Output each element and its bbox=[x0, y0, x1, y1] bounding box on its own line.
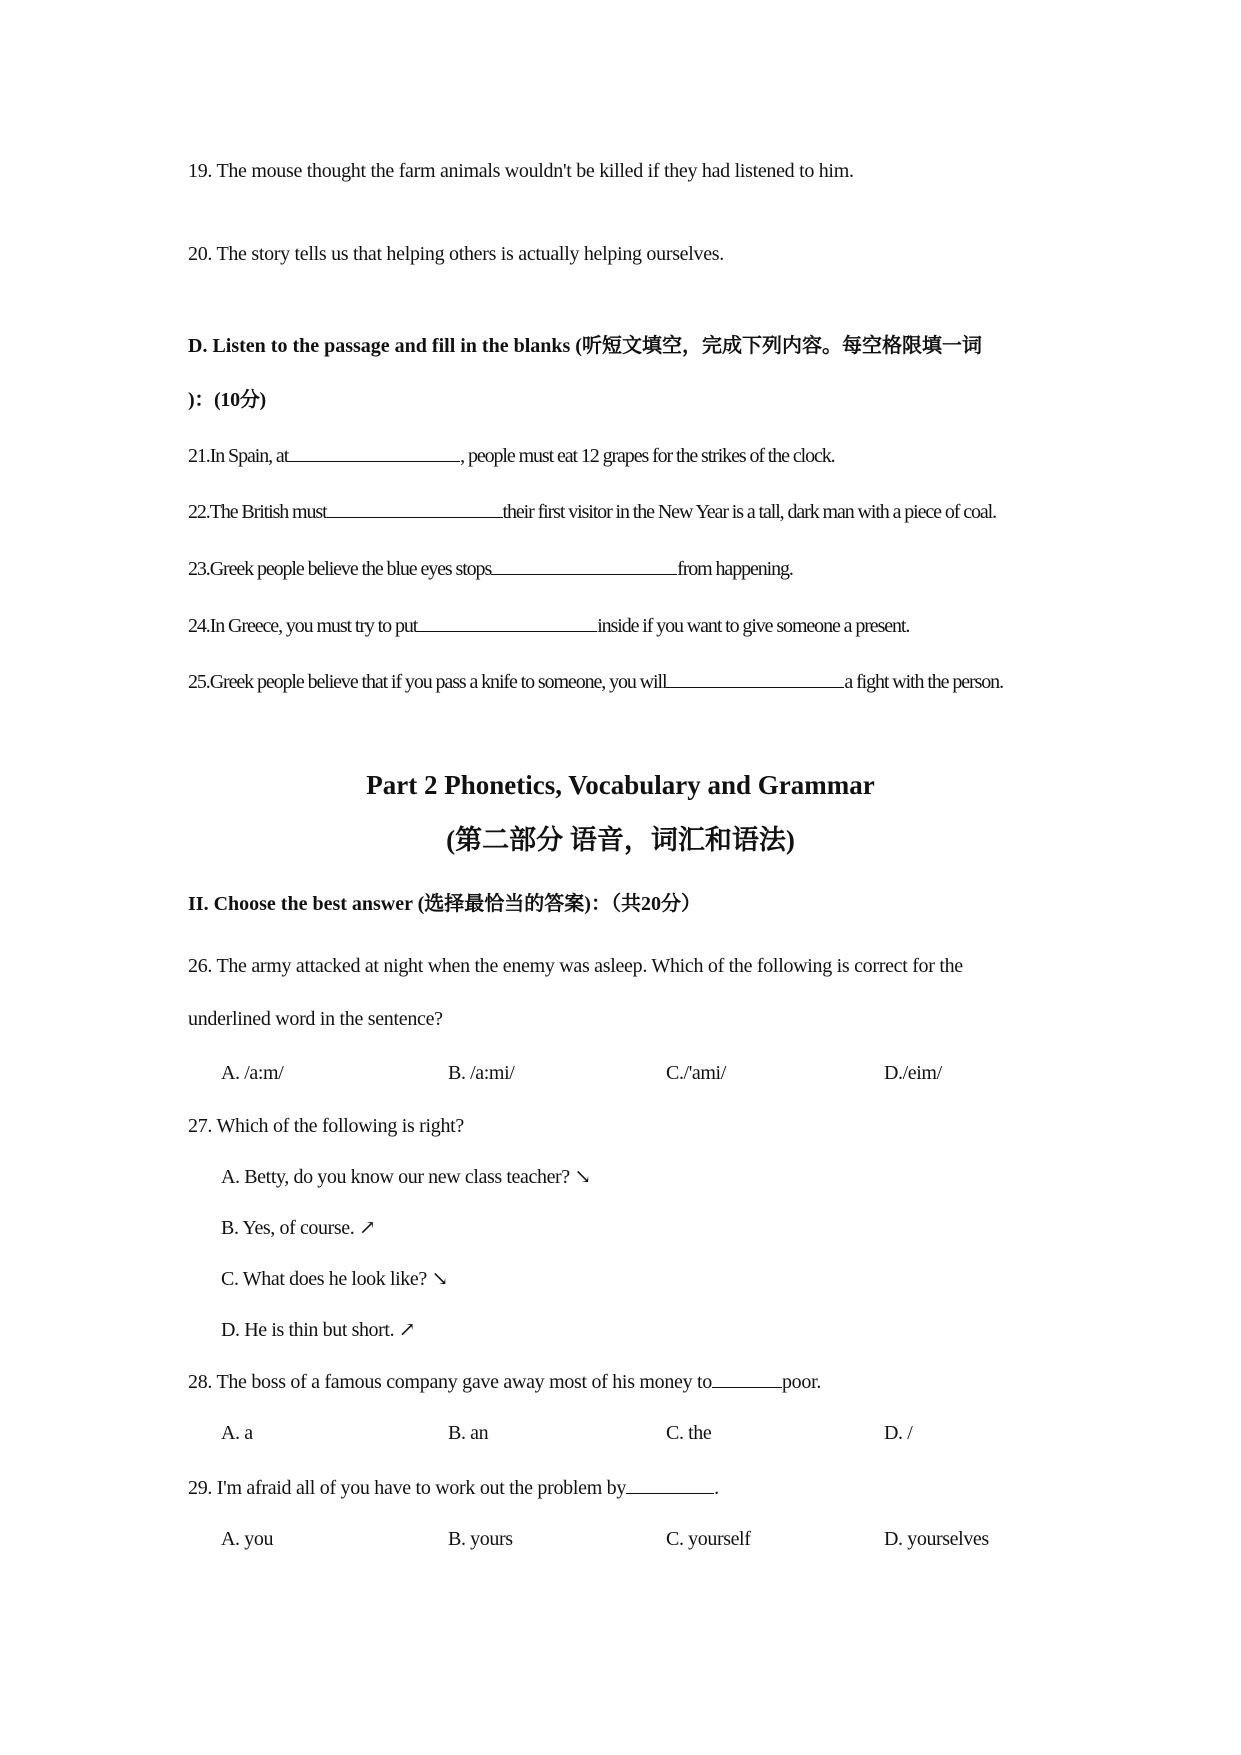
question-26-line2: underlined word in the sentence? bbox=[188, 1008, 443, 1030]
blank-29[interactable] bbox=[626, 1475, 714, 1494]
question-27-option-b[interactable]: B. Yes, of course. ↗ bbox=[221, 1217, 376, 1239]
question-28-option-a[interactable]: A. a bbox=[221, 1422, 253, 1444]
question-22-text-before: 22.The British must bbox=[188, 501, 327, 523]
question-25-text-before: 25.Greek people believe that if you pass a knife to someone, you will bbox=[188, 671, 667, 693]
question-24-text-after: inside if you want to give someone a present. bbox=[597, 615, 910, 637]
question-29-text-before: 29. I'm afraid all of you have to work out the problem by bbox=[188, 1477, 627, 1499]
question-25 bbox=[188, 669, 1003, 694]
question-28-option-d[interactable]: D. / bbox=[884, 1422, 913, 1444]
blank-23[interactable] bbox=[491, 556, 677, 575]
question-26-line1: 26. The army attacked at night when the enemy was asleep. Which of the following is correct for the bbox=[188, 955, 963, 977]
section-d-heading-line2: )：(10分) bbox=[188, 389, 266, 411]
question-28-option-c[interactable]: C. the bbox=[666, 1422, 712, 1444]
question-22 bbox=[188, 499, 996, 524]
question-27-stem: 27. Which of the following is right? bbox=[188, 1115, 465, 1137]
question-29-option-a[interactable]: A. you bbox=[221, 1528, 274, 1550]
section-d-heading-line1: D. Listen to the passage and fill in the blanks (听短文填空，完成下列内容。每空格限填一词 bbox=[188, 335, 982, 357]
question-27-option-a[interactable]: A. Betty, do you know our new class teacher? ↘ bbox=[221, 1166, 591, 1188]
question-24 bbox=[188, 613, 909, 638]
question-28-text-after: poor. bbox=[781, 1371, 822, 1393]
question-24-text-before: 24.In Greece, you must try to put bbox=[188, 615, 418, 637]
question-21-text-before: 21.In Spain, at bbox=[188, 445, 289, 467]
question-26-option-b[interactable]: B. /a:mi/ bbox=[448, 1062, 515, 1084]
question-29-option-d[interactable]: D. yourselves bbox=[884, 1528, 989, 1550]
question-27-option-d[interactable]: D. He is thin but short. ↗ bbox=[221, 1319, 416, 1341]
question-28-option-b[interactable]: B. an bbox=[448, 1422, 489, 1444]
question-22-text-after: their first visitor in the New Year is a tall, dark man with a piece of coal. bbox=[502, 501, 997, 523]
part-2-subtitle: (第二部分 语音，词汇和语法) bbox=[446, 825, 795, 855]
blank-22[interactable] bbox=[327, 499, 503, 518]
question-29 bbox=[188, 1475, 719, 1500]
blank-25[interactable] bbox=[666, 669, 844, 688]
section-ii-heading: II. Choose the best answer (选择最恰当的答案)：（共20分） bbox=[188, 893, 701, 915]
question-28-text-before: 28. The boss of a famous company gave away most of his money to bbox=[188, 1371, 712, 1393]
question-26-option-d[interactable]: D./eim/ bbox=[884, 1062, 942, 1084]
blank-28[interactable] bbox=[712, 1369, 782, 1388]
question-29-text-after: . bbox=[714, 1477, 719, 1499]
question-25-text-after: a fight with the person. bbox=[844, 671, 1003, 693]
question-21-text-after: , people must eat 12 grapes for the strikes of the clock. bbox=[460, 445, 835, 467]
question-27-option-c[interactable]: C. What does he look like? ↘ bbox=[221, 1268, 448, 1290]
question-20: 20. The story tells us that helping others is actually helping ourselves. bbox=[188, 243, 724, 265]
question-19: 19. The mouse thought the farm animals wouldn't be killed if they had listened to him. bbox=[188, 160, 854, 182]
blank-24[interactable] bbox=[417, 613, 597, 632]
question-28 bbox=[188, 1369, 821, 1394]
part-2-title: Part 2 Phonetics, Vocabulary and Grammar bbox=[366, 770, 875, 800]
question-26-option-c[interactable]: C./'ami/ bbox=[666, 1062, 726, 1084]
question-29-option-b[interactable]: B. yours bbox=[448, 1528, 513, 1550]
question-23-text-after: from happening. bbox=[677, 558, 793, 580]
question-23 bbox=[188, 556, 793, 581]
blank-21[interactable] bbox=[288, 443, 460, 462]
question-26-option-a[interactable]: A. /a:m/ bbox=[221, 1062, 284, 1084]
question-21 bbox=[188, 443, 835, 468]
question-29-option-c[interactable]: C. yourself bbox=[666, 1528, 751, 1550]
question-23-text-before: 23.Greek people believe the blue eyes stops bbox=[188, 558, 492, 580]
